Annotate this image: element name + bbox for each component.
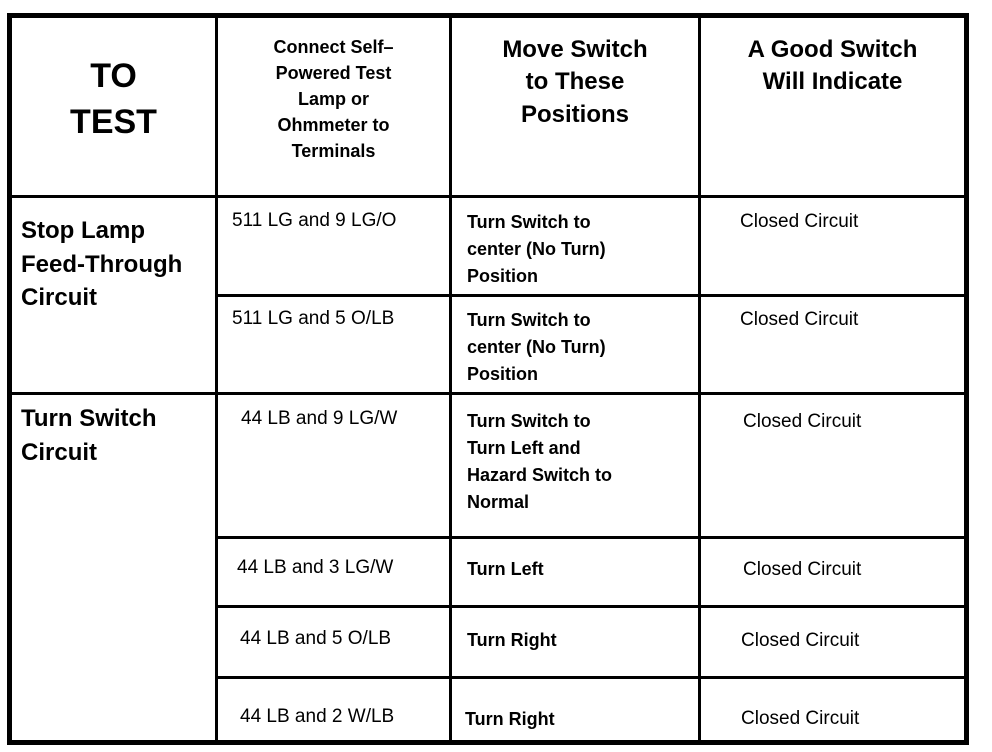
header-divider [12, 195, 964, 198]
row-divider [215, 294, 964, 297]
header-move-switch: Move Switch to These Positions [502, 36, 648, 128]
header-to-test: TO TEST [70, 57, 157, 141]
row-switch-position: Turn Right [467, 630, 557, 650]
row-result: Closed Circuit [741, 708, 860, 729]
row-result: Closed Circuit [741, 630, 860, 651]
row-switch-position: Turn Switch to center (No Turn) Position [467, 310, 606, 384]
header-connect-terminals: Connect Self– Powered Test Lamp or Ohmmeter to Terminals [273, 37, 394, 162]
row-result: Closed Circuit [743, 411, 862, 432]
row-switch-position: Turn Switch to center (No Turn) Position [467, 212, 606, 286]
row-result: Closed Circuit [743, 559, 862, 580]
group-label-stop-lamp: Stop Lamp Feed-Through Circuit [21, 217, 183, 312]
column-divider [698, 18, 701, 740]
row-switch-position: Turn Switch to Turn Left and Hazard Switch to Normal [467, 411, 613, 512]
group-label-turn-switch: Turn Switch Circuit [21, 405, 157, 466]
row-switch-position: Turn Left [467, 559, 544, 579]
row-divider [215, 605, 964, 608]
header-good-switch: A Good Switch Will Indicate [747, 36, 918, 96]
row-result: Closed Circuit [740, 309, 859, 330]
group-divider [12, 392, 964, 395]
switch-test-table [7, 13, 969, 745]
row-terminals: 44 LB and 5 O/LB [240, 628, 392, 649]
row-divider [215, 536, 964, 539]
row-result: Closed Circuit [740, 211, 859, 232]
row-divider [215, 676, 964, 679]
row-switch-position: Turn Right [465, 709, 555, 729]
row-terminals: 44 LB and 2 W/LB [240, 706, 395, 727]
row-terminals: 511 LG and 5 O/LB [232, 308, 395, 329]
row-terminals: 44 LB and 9 LG/W [241, 408, 398, 429]
row-terminals: 44 LB and 3 LG/W [237, 557, 394, 578]
row-terminals: 511 LG and 9 LG/O [232, 210, 397, 231]
